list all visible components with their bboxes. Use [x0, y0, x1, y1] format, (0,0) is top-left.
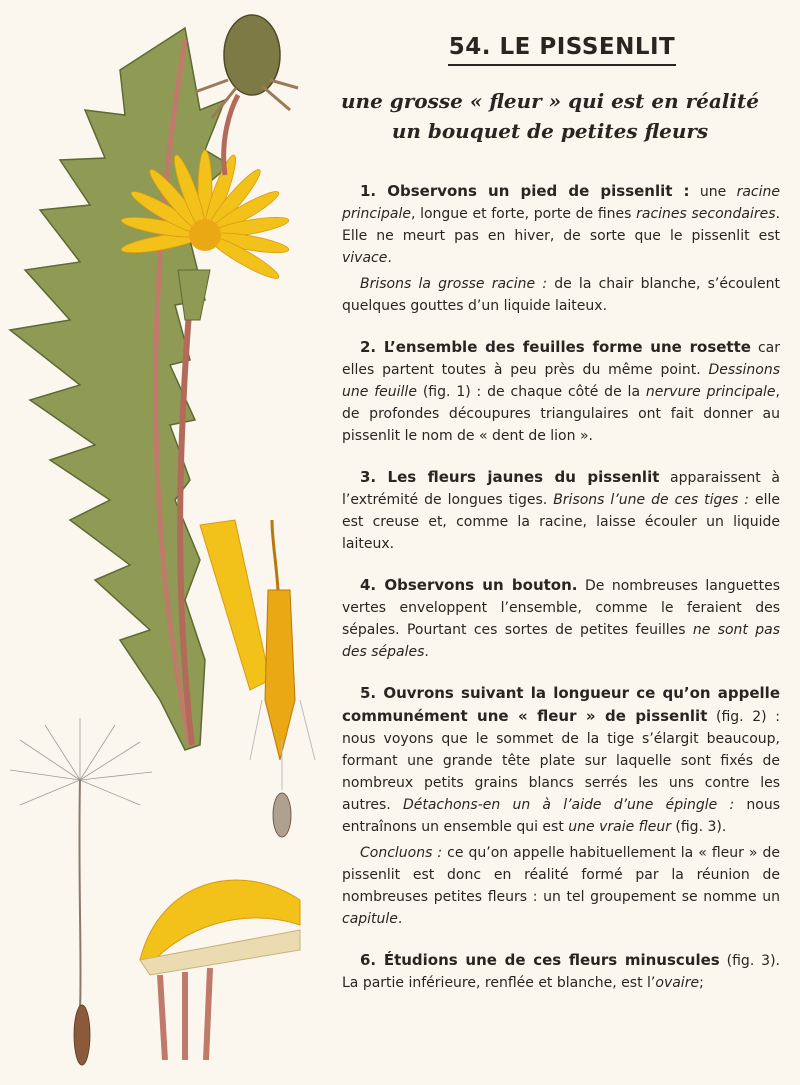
- section-2-heading: 2. L’ensemble des feuilles forme une rosette: [360, 338, 751, 356]
- capitulum-section-figure: [140, 880, 300, 1060]
- text-run: .: [424, 644, 429, 660]
- section-5: [342, 682, 780, 930]
- text-run: (fig. 1) : de chaque côté de la: [416, 384, 646, 400]
- section-4: [342, 574, 780, 663]
- text-run: apparaissent à l’extrémité de longues tiges.: [342, 470, 780, 508]
- section-6-paragraph-1: [342, 949, 780, 994]
- section-3-paragraph-1: [342, 466, 780, 555]
- text-run: De nombreuses languettes vertes enveloppent l’ensemble, comme le feraient des sépales. Pourtant ces sortes de petites feuilles: [342, 578, 780, 638]
- section-2-paragraph-1: [342, 336, 780, 447]
- text-run: , de profondes découpures triangulaires ont fait donner au pissenlit le nom de « dent de lion ».: [342, 384, 780, 444]
- text-run: .: [387, 250, 392, 266]
- leaf-figure: [10, 28, 230, 750]
- text-run: .: [397, 911, 403, 927]
- bud-figure: [195, 15, 298, 175]
- section-5-paragraph-1: [342, 682, 780, 838]
- text-run: (fig. 3). La partie inférieure, renflée et blanche, est l’: [342, 953, 780, 991]
- section-1: [342, 180, 780, 317]
- emphasis: ovaire: [655, 975, 700, 991]
- section-6-heading: 6. Étudions une de ces fleurs minuscules: [360, 951, 720, 969]
- section-6: [342, 949, 780, 994]
- text-run: car elles partent toutes à peu près du même point.: [342, 340, 780, 378]
- section-5-paragraph-2: [342, 842, 780, 930]
- section-2: [342, 336, 780, 447]
- text-run: une: [689, 184, 737, 200]
- emphasis: vivace: [342, 250, 388, 266]
- text-run: (fig. 3).: [670, 819, 727, 835]
- emphasis: Concluons :: [360, 845, 443, 861]
- section-1-paragraph-1: [342, 180, 780, 269]
- emphasis: racine principale: [342, 184, 780, 222]
- emphasis: racines secondaires: [636, 206, 776, 222]
- page-title: 54. LE PISSENLIT: [448, 34, 676, 66]
- lesson-body: [342, 180, 780, 1013]
- section-1-paragraph-2: [342, 273, 780, 317]
- page-subtitle: [330, 86, 770, 146]
- section-1-heading: 1. Observons un pied de pissenlit :: [360, 182, 690, 200]
- seed-figure: [10, 718, 152, 1065]
- text-run: ce qu’on appelle habituellement la « fleur » de pissenlit est donc en réalité formé par la réunion de nombreuses petites fleurs : un tel groupement se nomme un: [342, 845, 780, 905]
- text-run: de la chair blanche, s’écoulent quelques gouttes d’un liquide laiteux.: [342, 276, 780, 314]
- text-run: ;: [699, 975, 704, 991]
- section-5-heading: 5. Ouvrons suivant la longueur ce qu’on appelle communément une « fleur » de pissenlit: [342, 684, 780, 725]
- floret-figure: [200, 520, 315, 837]
- emphasis: Brisons la grosse racine :: [360, 276, 548, 292]
- text-run: (fig. 2) : nous voyons que le sommet de la tige s’élargit beaucoup, formant une grande tête plate sur laquelle sont fixés de nombreux petits grains blancs serrés les uns contre les autres.: [342, 709, 780, 813]
- section-3: [342, 466, 780, 555]
- section-3-heading: 3. Les fleurs jaunes du pissenlit: [360, 468, 660, 486]
- text-run: elle est creuse et, comme la racine, laisse écouler un liquide laiteux.: [342, 492, 780, 552]
- subtitle-line-2: un bouquet de petites fleurs: [391, 119, 709, 143]
- text-run: , longue et forte, porte de fines: [410, 206, 637, 222]
- emphasis: Dessinons une feuille: [342, 362, 780, 400]
- emphasis: ne sont pas des sépales: [342, 622, 780, 660]
- dandelion-illustration: [0, 0, 330, 1085]
- emphasis: une vraie fleur: [568, 819, 671, 835]
- emphasis: capitule: [342, 911, 398, 927]
- section-4-paragraph-1: [342, 574, 780, 663]
- emphasis: nervure principale: [645, 384, 776, 400]
- text-run: nous entraînons un ensemble qui est: [342, 797, 780, 835]
- subtitle-line-1: une grosse « fleur » qui est en réalité: [341, 89, 759, 113]
- text-run: . Elle ne meurt pas en hiver, de sorte que le pissenlit est: [342, 206, 780, 244]
- emphasis: Brisons l’une de ces tiges :: [553, 492, 750, 508]
- emphasis: Détachons-en un à l’aide d’une épingle :: [402, 797, 735, 813]
- section-4-heading: 4. Observons un bouton.: [360, 576, 578, 594]
